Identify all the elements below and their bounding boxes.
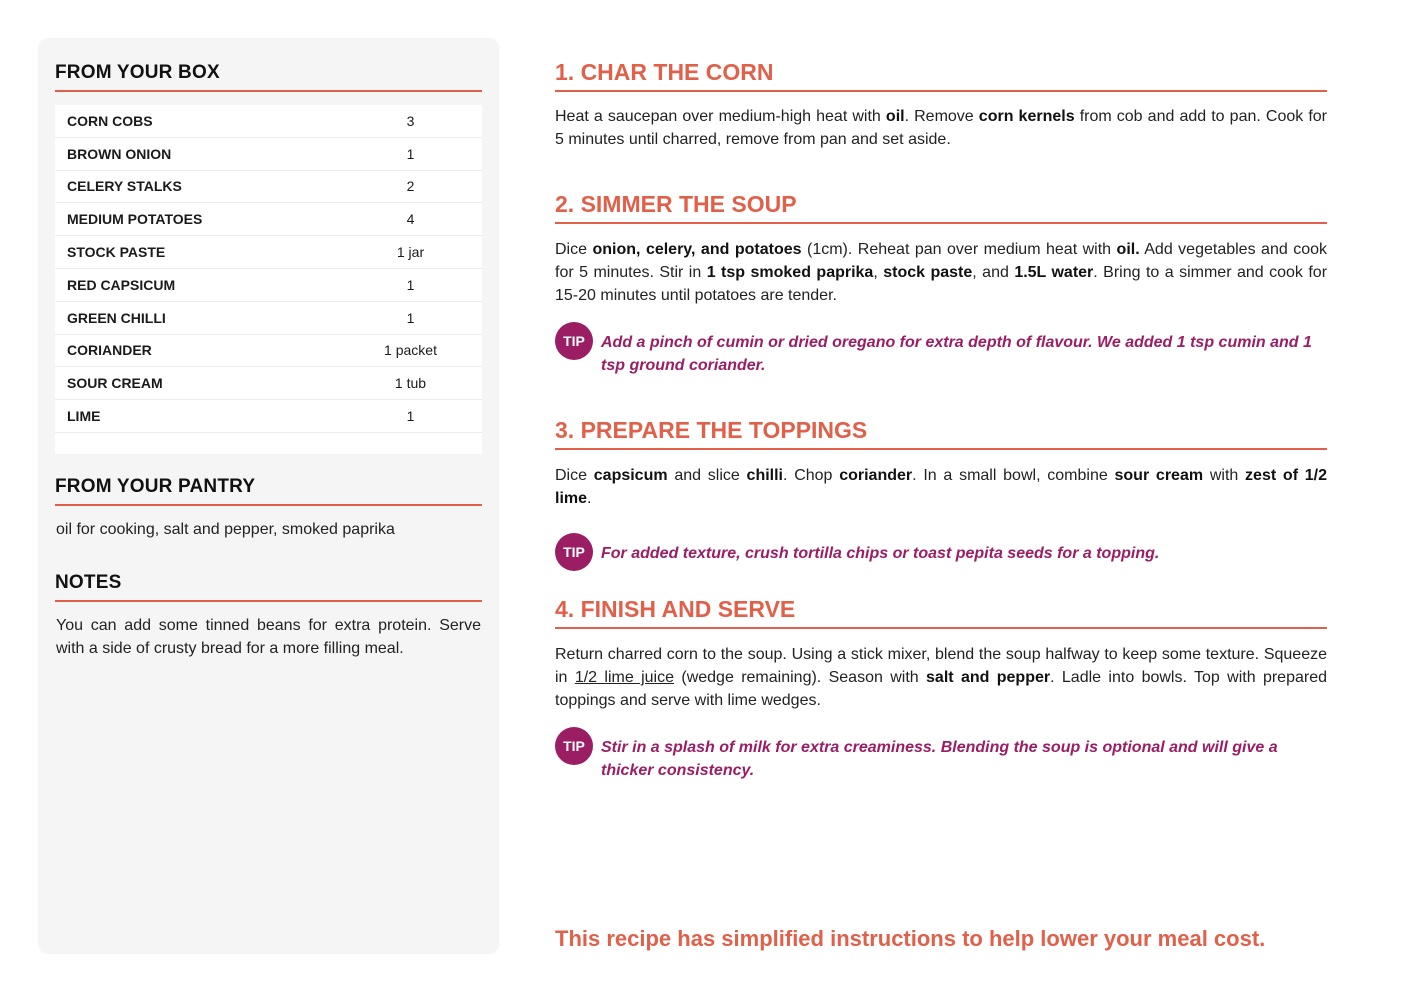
emphasis-text: 1 tsp smoked paprika (706, 264, 874, 281)
tip-badge: TIP (555, 727, 593, 765)
footer-note: This recipe has simplified instructions to help lower your meal cost. (555, 926, 1266, 951)
ingredient-name: SOUR CREAM (67, 375, 163, 392)
ingredient-qty: 1 (406, 145, 415, 162)
ingredient-name: CELERY STALKS (67, 178, 182, 195)
ingredient-name: CORN COBS (67, 112, 153, 129)
tip-badge: TIP (555, 533, 593, 571)
ingredient-qty: 1 jar (396, 244, 425, 261)
emphasis-text: 1.5L water (1014, 264, 1094, 281)
body-text: . In a small bowl, combine (912, 467, 1115, 484)
ingredients-table (55, 105, 482, 454)
ingredients-sidebar (38, 38, 499, 954)
ingredient-name: CORIANDER (67, 342, 152, 359)
underlined-text: 1/2 lime juice (574, 669, 675, 686)
ingredient-name: STOCK PASTE (67, 244, 166, 261)
notes-heading: NOTES (55, 572, 482, 602)
emphasis-text: salt and pepper (926, 669, 1051, 686)
tip-text: For added texture, crush tortilla chips or toast pepita seeds for a topping. (601, 545, 1160, 562)
body-text: Dice (555, 467, 594, 484)
from-your-box-heading: FROM YOUR BOX (55, 62, 482, 92)
step-4-text (555, 643, 1327, 712)
body-text: , and (972, 264, 1015, 281)
body-text: (wedge remaining). Season with (674, 669, 927, 686)
tip-text: Stir in a splash of milk for extra creaminess. Blending the soup is optional and will give a thicker consistency. (601, 739, 1278, 779)
emphasis-text: stock paste (883, 264, 973, 281)
emphasis-text: onion, celery, and potatoes (592, 241, 802, 258)
ingredient-qty: 4 (406, 211, 415, 228)
step-2-tip (555, 322, 1327, 377)
emphasis-text: corn kernels (978, 108, 1075, 125)
emphasis-text: oil (885, 108, 905, 125)
ingredient-row (55, 367, 482, 400)
ingredient-name: GREEN CHILLI (67, 309, 166, 326)
body-text: . Bring to a simmer and cook for 15-20 minutes until potatoes are tender. (555, 264, 1328, 304)
tip-text: Add a pinch of cumin or dried oregano for extra depth of flavour. We added 1 tsp cumin and 1 tsp ground coriander. (601, 334, 1312, 374)
body-text: Dice (555, 241, 593, 258)
body-text: , (873, 264, 884, 281)
ingredient-row (55, 171, 482, 204)
body-text: (1cm). Reheat pan over medium heat with (801, 241, 1117, 258)
body-text: Add vegetables and cook for 5 minutes. Stir in (555, 241, 1328, 281)
ingredient-row (55, 400, 482, 433)
ingredient-qty: 1 (406, 309, 415, 326)
tip-badge: TIP (555, 322, 593, 360)
body-text: from cob and add to pan. Cook for 5 minutes until charred, remove from pan and set aside. (555, 108, 1328, 148)
step-2-title: 2. SIMMER THE SOUP (555, 190, 1327, 224)
body-text: . Remove (904, 108, 979, 125)
ingredient-row (55, 269, 482, 302)
ingredient-name: RED CAPSICUM (67, 276, 176, 293)
step-3-text (555, 464, 1327, 510)
step-3-tip (555, 533, 1327, 571)
notes-text: You can add some tinned beans for extra protein. Serve with a side of crusty bread for a more filling meal. (56, 617, 481, 657)
ingredient-row (55, 105, 482, 138)
step-1-title: 1. CHAR THE CORN (555, 58, 1327, 92)
body-text: Return charred corn to the soup. Using a stick mixer, blend the soup halfway to keep some texture. Squeeze in (555, 646, 1327, 686)
emphasis-text: oil. (1116, 241, 1140, 258)
emphasis-text: zest of 1/2 lime (555, 467, 1328, 507)
step-3-title: 3. PREPARE THE TOPPINGS (555, 416, 1327, 450)
ingredient-qty: 2 (406, 178, 415, 195)
body-text: . Ladle into bowls. Top with prepared toppings and serve with lime wedges. (555, 669, 1328, 709)
step-1-text (555, 105, 1327, 151)
ingredient-name: BROWN ONION (67, 145, 172, 162)
body-text: with (1203, 467, 1246, 484)
step-4-tip (555, 727, 1327, 782)
ingredient-row (55, 138, 482, 171)
from-your-pantry-heading: FROM YOUR PANTRY (55, 476, 482, 506)
ingredient-qty: 1 packet (384, 342, 437, 359)
ingredient-qty: 1 (406, 408, 415, 425)
ingredient-qty: 3 (406, 112, 415, 129)
ingredient-qty: 1 tub (394, 375, 427, 392)
emphasis-text: capsicum (593, 467, 668, 484)
step-2-text (555, 238, 1327, 307)
body-text: . Chop (783, 467, 840, 484)
step-4-title: 4. FINISH AND SERVE (555, 595, 1327, 629)
ingredient-row (55, 236, 482, 269)
body-text: Heat a saucepan over medium-high heat with (555, 108, 886, 125)
ingredient-row (55, 335, 482, 368)
ingredient-name: LIME (67, 408, 101, 425)
emphasis-text: coriander (839, 467, 913, 484)
emphasis-text: chilli (746, 467, 783, 484)
ingredient-row (55, 302, 482, 335)
ingredient-name: MEDIUM POTATOES (67, 211, 203, 228)
ingredient-row (55, 203, 482, 236)
pantry-text: oil for cooking, salt and pepper, smoked paprika (56, 521, 395, 538)
emphasis-text: sour cream (1114, 467, 1204, 484)
body-text: and slice (667, 467, 747, 484)
ingredient-qty: 1 (406, 276, 415, 293)
body-text: . (587, 490, 592, 507)
